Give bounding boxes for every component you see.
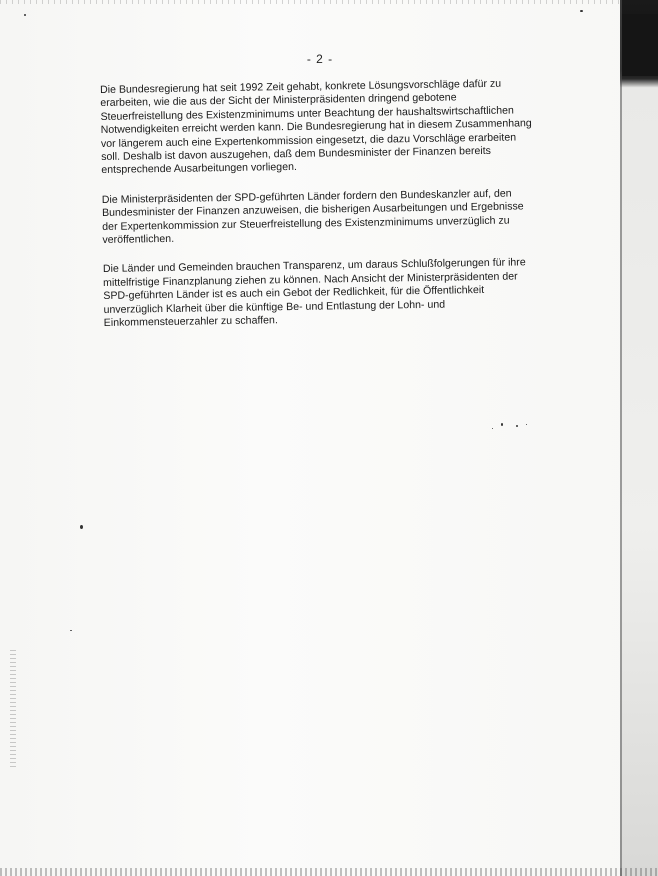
- scan-speck: [70, 630, 72, 631]
- scan-noise-left: [10, 650, 16, 770]
- scan-speck: [492, 428, 493, 429]
- scan-edge-shadow: [620, 0, 658, 876]
- scan-speck: [24, 14, 26, 16]
- scan-noise-top: [0, 0, 658, 4]
- scan-edge-line: [620, 0, 622, 876]
- scan-speck: [80, 525, 83, 529]
- scan-edge-dark-block: [622, 14, 658, 76]
- scan-speck: [580, 10, 583, 12]
- body-text: [100, 77, 536, 346]
- page-number: - 2 -: [306, 52, 334, 66]
- paragraph-3: Die Länder und Gemeinden brauchen Transparenz, um daraus Schlußfolgerungen für ihre mittelfristige Finanzplanung ziehen zu können. Nach Ansicht der Ministerpräsidenten der SPD-geführten Länder ist es auch ein Gebot der Redlichkeit, für die Öffentlichkeit unverzüglich Klarheit über die künftige Be- und Entlastung der Lohn- und Einkommensteuerzahler zu schaffen.: [102, 256, 526, 330]
- scan-noise-bottom: [0, 868, 658, 876]
- scan-speck: [526, 424, 527, 425]
- scan-speck: [516, 425, 518, 427]
- paragraph-1: Die Bundesregierung hat seit 1992 Zeit gehabt, konkrete Lösungsvorschläge dafür zu erarbeiten, wie die aus der Sicht der Ministerpräsidenten dringend gebotene Steuerfreistellung des Existenzminimums unter Beachtung der haushaltswirtschaftlichen Notwendigkeiten erreicht werden kann. Die Bundesregierung hat in diesem Zusammenhang vor längerem auch eine Expertenkommission eingesetzt, die dazu Vorschläge erarbeiten soll. Deshalb ist davon auszugehen, daß dem Bundesminister der Finanzen bereits entsprechende Ausarbeitungen vorliegen.: [100, 77, 532, 177]
- scan-speck: [501, 423, 503, 426]
- paragraph-2: Die Ministerpräsidenten der SPD-geführten Länder fordern den Bundeskanzler auf, den Bundesminister der Finanzen anzuweisen, die bisherigen Ausarbeitungen und Ergebnisse der Expertenkommission zur Steuerfreistellung des Existenzminimums unverzüglich zu veröffentlichen.: [101, 187, 524, 247]
